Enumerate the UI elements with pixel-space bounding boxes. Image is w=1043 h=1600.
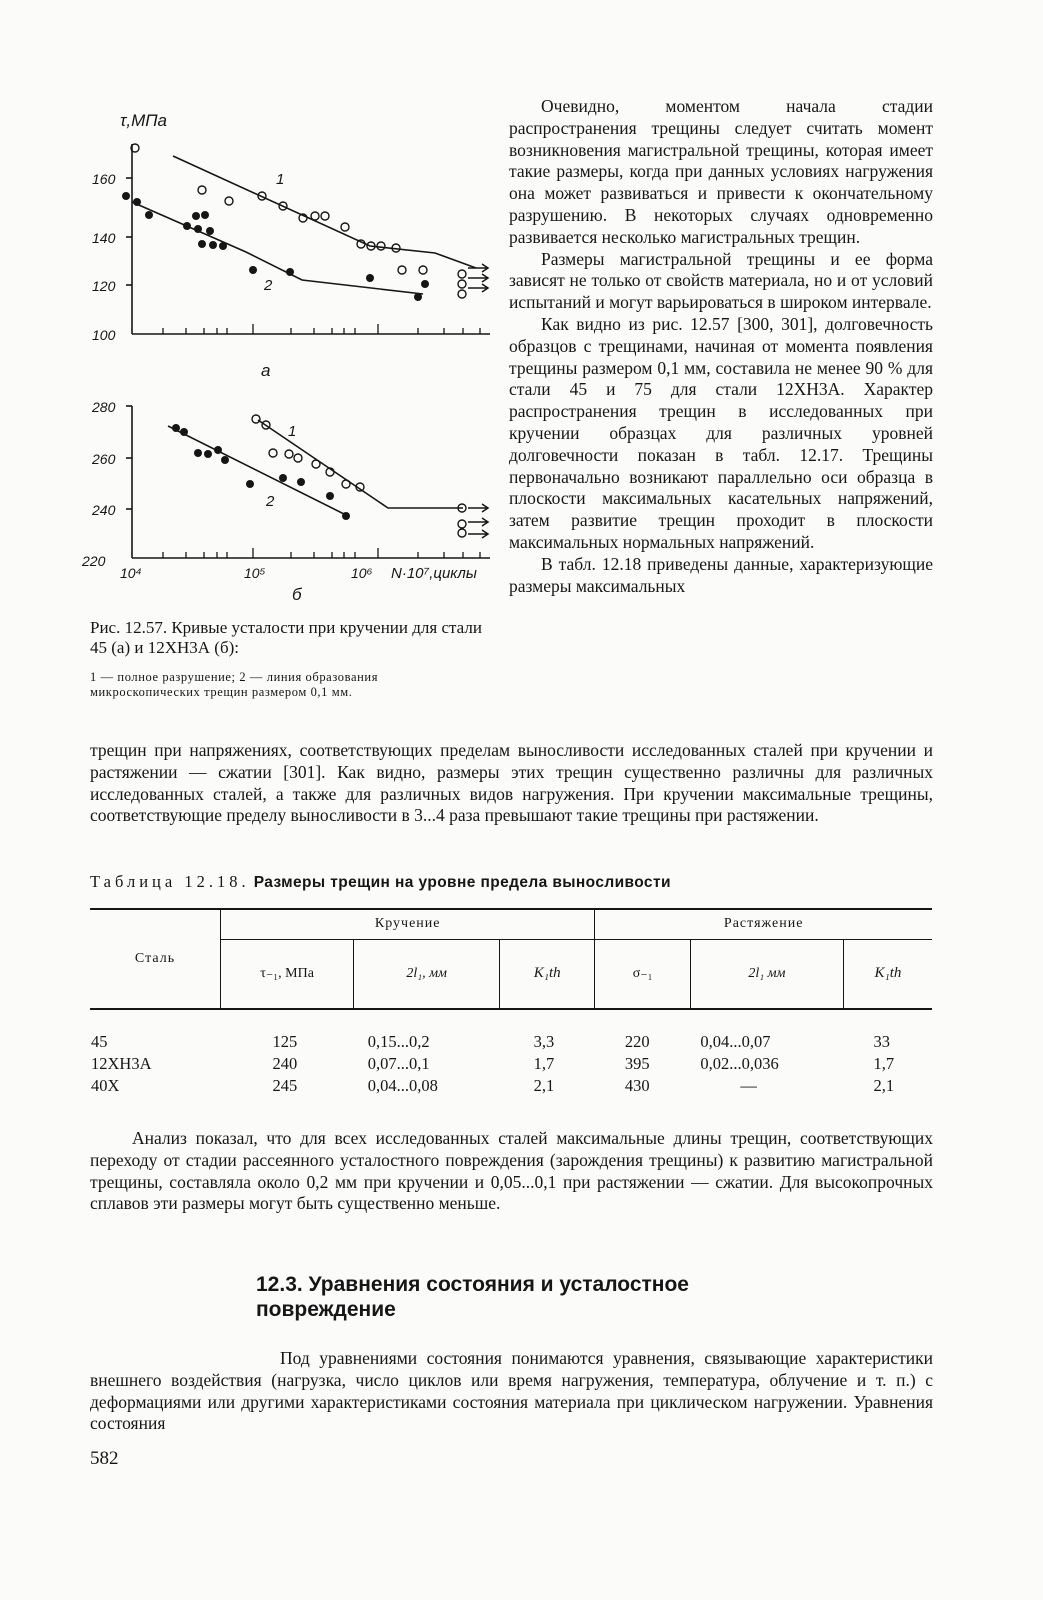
curve-label: 2 xyxy=(266,493,275,510)
x-tick-label: 10⁵ xyxy=(244,565,266,581)
y-tick-label: 160 xyxy=(92,171,116,187)
x-tick-label: 10⁶ xyxy=(351,565,373,581)
crack-size-table xyxy=(90,908,932,1097)
table-cell: 240 xyxy=(272,1054,298,1073)
table-row xyxy=(90,1031,932,1053)
table-cell: 2,1 xyxy=(873,1076,895,1095)
table-cell: 125 xyxy=(272,1032,298,1051)
table-row xyxy=(90,1075,932,1097)
x-tick-label: 10⁴ xyxy=(120,565,142,581)
y-tick-label: 140 xyxy=(92,230,116,246)
analysis-paragraph: Анализ показал, что для всех исследованных сталей максимальные длины трещин, соответствующих переходу от стадии рассеянного усталостного повреждения (зарождения трещины) к развитию магистральной трещины, составляла около 0,2 мм при кручении и 0,05...0,1 при растяжении — сжатии. Для высокопрочных сплавов эти размеры могут быть существенно меньше. xyxy=(90,1128,933,1214)
table-cell: 12ХН3А xyxy=(91,1054,152,1073)
figure-legend: 1 — полное разрушение; 2 — линия образования микроскопических трещин размером 0,1 мм. xyxy=(90,670,379,699)
table-cell: 0,04...0,07 xyxy=(700,1032,771,1051)
table-title xyxy=(90,872,933,892)
table-header-steel: Сталь xyxy=(90,909,221,1009)
table-cell: 220 xyxy=(624,1032,650,1051)
panel-label: б xyxy=(292,585,302,604)
table-cell: 0,04...0,08 xyxy=(367,1076,438,1095)
fatigue-curves-figure xyxy=(78,98,508,618)
table-subheader: σ₋₁ xyxy=(595,939,691,1009)
table-cell: — xyxy=(740,1076,757,1095)
y-tick-label: 240 xyxy=(92,502,116,518)
table-cell: 45 xyxy=(91,1032,108,1051)
x-axis-label: N·10⁷,циклы xyxy=(391,565,477,582)
panel-a-runout-arrows xyxy=(468,264,488,292)
curve-label: 1 xyxy=(288,423,297,440)
body-paragraph: Под уравнениями состояния понимаются уравнения, связывающие характеристики внешнего воздействия (нагрузка, число циклов или время нагружения, температура, облучение и т. п.) с деформациями или другими характеристиками состояния материала при циклическом нагружении. Уравнения состояния xyxy=(90,1348,933,1434)
table-cell: 2,1 xyxy=(533,1076,555,1095)
table-header-tension: Растяжение xyxy=(595,909,932,939)
table-subheader: K₁th xyxy=(500,939,595,1009)
panel-b-runout-arrows xyxy=(468,504,488,538)
paragraph: В табл. 12.18 приведены данные, характеризующие размеры максимальных xyxy=(509,553,933,596)
table-cell: 0,15...0,2 xyxy=(367,1032,430,1051)
table-cell: 395 xyxy=(624,1054,650,1073)
body-paragraph: трещин при напряжениях, соответствующих пределам выносливости исследованных сталей при кручении и растяжении — сжатии [301]. Как видно, размеры этих трещин существенно различны для различных исследованных сталей, а также для различных видов нагружения. При кручении максимальные трещины, соответствующие пределу выносливости в 3...4 раза превышают такие трещины при растяжении. xyxy=(90,740,933,826)
section-heading: 12.3. Уравнения состояния и усталостное повреждение xyxy=(256,1273,689,1321)
paragraph: Очевидно, моментом начала стадии распространения трещины следует считать момент возникновения магистральной трещины, которая имеет такие размеры, когда при данных условиях нагружения она может развиваться и привести к окончательному разрушению. В некоторых случаях одновременно развивается несколько магистральных трещин. xyxy=(509,96,933,247)
curve-label: 1 xyxy=(276,171,285,188)
paragraph: Размеры магистральной трещины и ее форма зависят не только от свойств материала, но и от условий испытаний и могут варьироваться в широком интервале. xyxy=(509,248,933,313)
table-cell: 245 xyxy=(272,1076,298,1095)
paragraph: Как видно из рис. 12.57 [300, 301], долговечность образцов с трещинами, начиная от момента появления трещины размером 0,1 мм, составила не менее 90 % для стали 45 и 75 для стали 12ХН3А. Характер распространения трещин в исследованных при кручении образцах для различных уровней долговечности показан в табл. 12.17. Трещины первоначально возникают параллельно оси образца в плоскости максимальных касательных напряжений, затем развитие трещин проходит в плоскости максимальных нормальных напряжений. xyxy=(509,313,933,552)
panel-label: а xyxy=(261,361,271,380)
panel-b-curve-2 xyxy=(168,426,348,516)
table-row xyxy=(90,1053,932,1075)
figure-panel-a xyxy=(126,144,490,334)
table-header-torsion: Кручение xyxy=(221,909,595,939)
page-number: 582 xyxy=(90,1448,119,1469)
y-axis-label: τ,МПа xyxy=(120,111,168,130)
table-cell: 0,02...0,036 xyxy=(700,1054,779,1073)
y-tick-label: 280 xyxy=(92,399,116,415)
table-subheader: K₁th xyxy=(844,939,933,1009)
table-cell: 1,7 xyxy=(533,1054,555,1073)
table-cell: 0,07...0,1 xyxy=(367,1054,430,1073)
figure-panel-b xyxy=(126,406,490,558)
panel-a-solid-points xyxy=(122,192,429,301)
table-caption: Размеры трещин на уровне предела выносливости xyxy=(253,874,671,891)
panel-a-curve-2 xyxy=(132,202,423,294)
y-tick-label: 120 xyxy=(92,278,116,294)
y-tick-label: 100 xyxy=(92,327,116,343)
table-cell: 430 xyxy=(624,1076,650,1095)
right-column-text xyxy=(509,96,933,597)
table-subheader: 2l₁ мм xyxy=(690,939,843,1009)
table-subheader: τ₋₁, МПа xyxy=(221,939,354,1009)
table-cell: 1,7 xyxy=(873,1054,895,1073)
y-tick-label: 260 xyxy=(92,451,116,467)
table-cell: 33 xyxy=(873,1032,890,1051)
figure-caption: Рис. 12.57. Кривые усталости при кручении для стали 45 (а) и 12ХН3А (б): xyxy=(90,618,482,657)
table-label: Таблица 12.18. xyxy=(90,872,250,891)
y-tick-label: 220 xyxy=(82,553,106,569)
table-cell: 40Х xyxy=(91,1076,120,1095)
panel-a-hollow-points xyxy=(131,144,466,298)
table-cell: 3,3 xyxy=(533,1032,555,1051)
curve-label: 2 xyxy=(264,277,273,294)
table-subheader: 2l₁, мм xyxy=(354,939,500,1009)
